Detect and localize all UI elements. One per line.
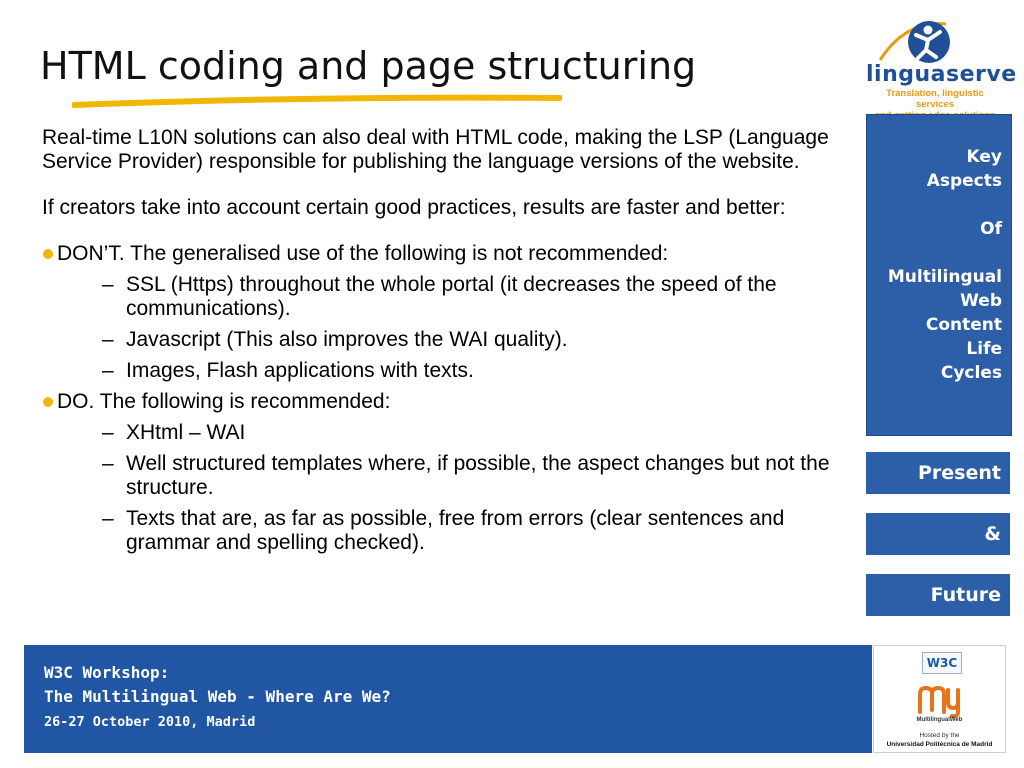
hosted-by-label: Hosted by the xyxy=(919,732,960,739)
bullet-dont-text: DON’T. The generalised use of the following is not recommended: xyxy=(57,242,669,265)
dash-icon: – xyxy=(102,507,114,530)
sub-item-text: Javascript (This also improves the WAI quality). xyxy=(126,328,568,351)
sidebar-button-present[interactable]: Present xyxy=(866,452,1010,494)
logo-tagline-line: Translation, linguistic services xyxy=(886,88,984,110)
sidebar-line xyxy=(888,241,1002,265)
multilingualweb-logo-icon xyxy=(916,684,964,718)
sidebar-key-aspects xyxy=(866,114,1012,436)
sidebar-line: Key xyxy=(966,147,1002,167)
sub-item-text: Texts that are, as far as possible, free from errors (clear sentences and grammar and spelling checked). xyxy=(126,507,785,554)
sidebar-line: Web xyxy=(960,291,1002,311)
dash-icon: – xyxy=(102,273,114,296)
footer-logos xyxy=(873,645,1006,753)
sidebar-line: Aspects xyxy=(926,171,1002,191)
title-underline xyxy=(72,94,562,108)
sub-item-text: Images, Flash applications with texts. xyxy=(126,359,474,382)
sub-item xyxy=(42,273,832,321)
sidebar-line: Multilingual xyxy=(887,267,1002,287)
bullet-do xyxy=(42,390,832,414)
sub-item-text: XHtml – WAI xyxy=(126,421,246,444)
sub-item xyxy=(42,507,832,555)
bullet-do-text: DO. The following is recommended: xyxy=(57,390,391,413)
w3c-logo: W3C xyxy=(922,652,962,674)
sidebar-text xyxy=(888,145,1002,385)
multilingualweb-label: MultilingualWeb xyxy=(916,717,963,723)
bullet-dot-icon xyxy=(43,397,53,407)
sub-item-text: Well structured templates where, if possible, the aspect changes but not the structure. xyxy=(126,452,830,499)
linguaserve-figure-icon xyxy=(866,18,1004,64)
sidebar-line: Content xyxy=(925,315,1002,335)
sidebar-button-future[interactable]: Future xyxy=(866,574,1010,616)
bullet-dont xyxy=(42,242,832,266)
dash-icon: – xyxy=(102,328,114,351)
bullet-dot-icon xyxy=(43,249,53,259)
footer-banner xyxy=(24,645,872,753)
sidebar-button-and[interactable]: & xyxy=(866,513,1010,555)
linguaserve-logo xyxy=(866,18,1017,110)
paragraph-1: Real-time L10N solutions can also deal with HTML code, making the LSP (Language Service Provider) responsible for publishing the language versions of the website. xyxy=(42,126,829,173)
sidebar-line xyxy=(888,193,1002,217)
sub-item xyxy=(42,328,832,352)
footer-date: 26-27 October 2010, Madrid xyxy=(44,714,256,730)
footer-title: The Multilingual Web - Where Are We? xyxy=(44,687,391,706)
paragraph-2: If creators take into account certain good practices, results are faster and better: xyxy=(42,196,786,219)
dash-icon: – xyxy=(102,421,114,444)
slide-body xyxy=(42,126,832,555)
dash-icon: – xyxy=(102,359,114,382)
sub-item xyxy=(42,452,832,500)
footer-event: W3C Workshop: xyxy=(44,663,170,682)
sub-item-text: SSL (Https) throughout the whole portal (it decreases the speed of the communications). xyxy=(126,273,777,320)
host-university: Universidad Politécnica de Madrid xyxy=(886,741,993,748)
slide-title: HTML coding and page structuring xyxy=(40,44,697,88)
sub-item xyxy=(42,421,832,445)
sidebar-line: Life xyxy=(966,339,1002,359)
logo-wordmark: linguaserve xyxy=(866,62,1017,87)
sub-item xyxy=(42,359,832,383)
sidebar-line: Cycles xyxy=(940,363,1002,383)
dash-icon: – xyxy=(102,452,114,475)
sidebar-line: Of xyxy=(980,219,1002,239)
